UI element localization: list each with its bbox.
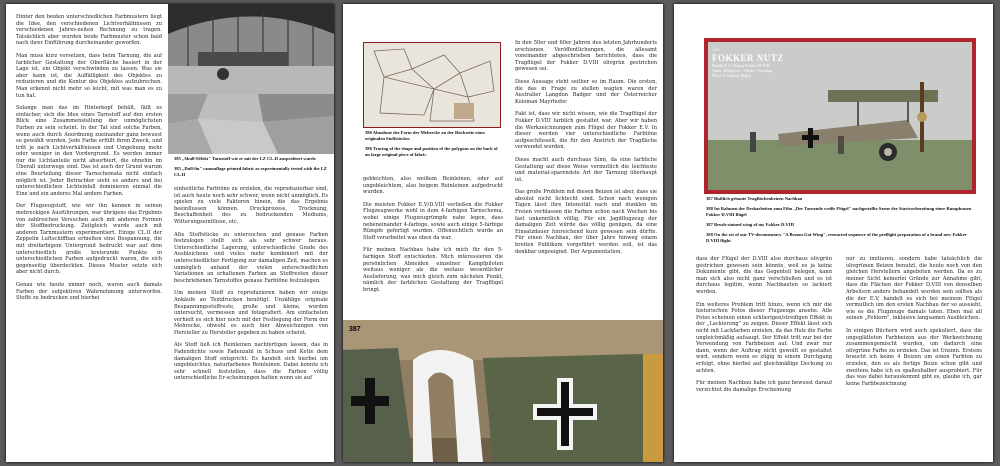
box-byline-2: Photo © Andreas Bögelt <box>712 73 752 78</box>
paragraph: Für meinen Nachbau habe ich mich für den 5-farbigen Stoff entschieden. Mich interessieren die persönlichen Abneiden einzelner Kampfpiloten weitaus weniger als die weitaus wesentlicher Auslieferung, was mich gleich zum nächsten Punkt, nämlich der farblichen Gestaltung der Tragflügel bringt. <box>363 247 503 293</box>
paragraph: Man muss kurz vorsetzen, dass beim Tarnung, die auf farblicher Gestaltung der Oberfläche basiert in der Lage ist, ein Objekt verschwinden zu lassen. Was sie aber kann ist, die Auffälligkeit des Objektes zu reduzieren und die Kontur des Objektes aufzubrechen. Man erkennt nicht mehr so leicht, mit was man es zu tun hat. <box>16 52 162 99</box>
paragraph: Hinter den beiden unterschiedlichen Farbmustern liegt die Idee, den verschiedenen Lichtverhältnissen zu verschiedenen Jahres-zeiten Rechnung zu tragen. Tatsächlich aber wurden beide Farbmuster schon bald nach ihrer Einführung durcheinander geworfen. <box>16 14 162 47</box>
fokker-airplane-photo <box>708 42 972 190</box>
paragraph: nur zu imitieren, sondern habe tatsächlich die olivgrünen Beizen benutzt, die heute noch von den gleichen Herstellern angeboten werden. Da es zu meiner Sicht keinerlei Gründe zur Annahme gibt, dass die Flächen der Fokker D.VIII von denselben Arbeitern anders behandelt worden sein sollten als die der E.V, handelt es sich bei meinem Flügel vermutlich um den ersten Nachbau der so aussieht, wie es die Flugzeuge damals taten. Eben mal all seinen „Fehlern", inklusive langsamen Ausbleichen. <box>846 256 982 322</box>
paragraph: einheitliche Farbtöne zu erzielen, die reproduzierbar sind, ist auch heute noch sehr schwer, wenn nicht unmöglich. Es spielen zu viele Faktoren hinein, die das Ergebnis beeinflussen können. Druckprozess, Trocknung, Beschaffenheit des zu bedruckenden Mediums, Witterungseinflüsse, etc. <box>174 186 328 225</box>
page3-column-1 <box>696 256 832 456</box>
box-title: FOKKER NUTZ <box>712 53 784 63</box>
page1-caption <box>174 156 330 186</box>
page-left <box>6 4 334 462</box>
caption-en: 386 Tracing of the shape and position of the polygons on the back of an large original piece of fabric <box>365 146 498 157</box>
paragraph: Ein weiteres Problem tritt hinzu, wenn ich mir die historischen Fotos dieser Flugzeuge ansehe. Alle Fotos scheinen einen schlierigen/streifigen Effekt in der „Lackierung" zu zeigen. Dieser Effekt lässt sich nicht mit Lackfarben erzielen, da das Holz die Farbe ungleichmäßig aufsaugt. Der Effekt tritt nur bei der Verwendung von Farbbeizen auf. Und zwar nur dann, wenn der Auftrag nicht gewollt so gestaltet wird, sondern wenn es zügig in einem Durchgang erfolgt, ohne hierbei auf gleichmäßige Deckung zu achten. <box>696 301 832 374</box>
page1-column-2 <box>174 186 328 456</box>
paragraph: Fakt ist, dass wir nicht wissen, wie die Tragflügel der Fokker D.VIII farblich gestaltet war. Aber wir haben die Werkzeichnungen zum Flügel der Fokker E.V. In dieser werden vier unterschiedliche Farbtöne aufgeschlüsselt, die für den Anstrich der Tragfläche verwendet wurden. <box>515 111 657 151</box>
paragraph: Als Stoff ließ ich Reinleinen nachfertigen lassen, das in Fadendichte sowie Fadenzahl in Schuss und Kette dem damaligen Stoff entspricht. Es handelt sich hierbei um ungebleichtes, naturfarbenes Reinleinen. Dabei konnte ich sehr schnell feststellen, dass die Farben völlig unterschiedliche Er-scheinungen hatten wenn sie auf <box>174 342 328 382</box>
paragraph: Diese macht auch durchaus Sinn, da eine farbliche Gestaltung auf diese Weise vermutlich die leichteste und material-sparendste Art der Tarnung überhaupt ist. <box>515 156 657 183</box>
caption: 387 Brush-stained wing of my Fokker D.VIII <box>706 222 795 227</box>
page-right <box>674 4 993 462</box>
paragraph: Diese Aussage steht seither so im Raum. Die ersten, die das in Frage zu stellen wagten waren der Australier Langdon Badger und der Österreicher Koloman Mayrhofer. <box>515 78 657 105</box>
caption-en: 385 „Dull-lin" camouflage printed fabric as experimentally tested with the LZ CL.II <box>174 166 327 177</box>
caption-de: 386 Abnahme der Form der Mehrecke an der Rückseite eines originalen Stoffstückes <box>365 130 485 141</box>
paragraph: Das große Problem mit diesen Beizen ist aber, dass sie absolut nicht lichtecht sind. Schon nach wenigen Tagen lässt ihre Intensität nach und dunklen im Freien verblassen die Farben schon nach Wochen bis fast unkenntlich völlig. Für ein Jagdflugzeug der damaligen Zeit würde das völlig genügen, da eine Einsatzdauer hinreichend kurz gewesen sein dürfte. Für einen Nachbau, der über Jahre hinweg einem breiten Publikum vorgeführt werden soll, ist das denkbar ungeeignet. Der Argumentation, <box>515 189 657 255</box>
page2-column-1 <box>363 176 503 316</box>
caption-de: 385 „Skull-Effekt" Tarnstoff wie er mit der LZ CL.II ausprobiert wurde <box>174 156 316 161</box>
page-middle <box>343 4 663 462</box>
figure-number: 387 <box>349 326 361 333</box>
paragraph: Genau wie heute immer noch, waren auch damals Farben der subjektiven Wahrnehmung unterworfen. Stoffe zu bedrucken und hierbei <box>16 281 162 302</box>
paragraph: Die meisten Fokker E.V/D.VIII verließen die Fokker Flugzeugwerke wohl in dem 4-farbigen Tarnschema, wobei einige Flugzeugrümpfe nahe legen, dass nebeneinander 4-farbige, sowie auch einige 5-farbige Rümpfe gefertigt wurden. Offensichtlich wurde an Stoff verarbeitet was eben da war. <box>363 201 503 241</box>
paragraph: In einigen Büchern wird auch spekuliert, dass die ungeglätteten Farbbeizen aus der Werkzeichnung zusammengemischt wurden, um dadurch eine olivgrüne Farbe zu erzielen. Das ist Unsinn. Erstens braucht ich keine 4 Beizen um einen Farbton zu erzielen, den es als fertige Beize schon gibt und zweitens habe ich es spaßeshalber ausprobiert. Für das was dabei herauskommt gibt es, glaube ich, gar keine Farbbezeichnung <box>846 327 982 387</box>
box-subtitle: Replik E.V / Repro Fokker D.VIII <box>712 63 770 68</box>
paragraph: Alte Stoffstücke zu untersuchen und genaue Farben festzulegen stellt sich als sehr schwer heraus. Unterschiedliche Lagerung, unterschiedliche Grade des Ausbleichens und vieles mehr kombiniert mit der unterschiedlicher Fertigung zur damaligen Zeit, machen es unmöglich anhand der vielen unterschiedlichen Variationen an erhaltenen Farben an Stoffresten dieser beschriebenen Tarnstoffes genaue Farbtöne festzulegen. <box>174 231 328 284</box>
fokker-photo-frame <box>704 38 976 194</box>
paragraph: In den 50er und 60er Jahren des letzten Jahrhunderts erschienen Veröffentlichungen, die allesamt voneinander abgeschrieben berichteten, dass die Tragflügel der Fokker D.VIII olivgrün gestrichen gewesen sei. <box>515 40 657 73</box>
wing-panels-photo <box>343 320 663 462</box>
paragraph: Um meinen Stoff zu reproduzieren haben wir einige Ankäufe an Textdrucken benötigt. Unzählige originale Bespannungsstoffreste, große und kleine, wurden untersucht, vermessen und fotografiert. Am einfachsten verhielt es sich hier noch mit der Festlegung der Form der Mehrecke, obwohl es auch hier Abweichungen von Hersteller zu Hersteller gegeben zu haben scheint. <box>174 290 328 336</box>
box-title-small: The <box>712 48 720 53</box>
page1-column-1 <box>16 14 162 454</box>
caption: 388 On the set of our TV-documentary "A Broom Got Wing", reenacted sequence of the preflight preparation of a brand new Fokker D.VIII flight <box>706 232 967 243</box>
page2-column-2 <box>515 40 657 318</box>
caption: 388 Im Rahmen der Dreharbeiten zum Film „Der Tarnende weiße Flügel" nachgestellte Szene der Startvorbereitung einer Rumpfnasen Fokker D.VIII flügel <box>706 206 972 217</box>
paragraph: Der Flugzeugstoff, wie wir ihn kennen in seinen mehreckigen Ausführungen, war übrigens das Ergebnis von zahlreichen Versuchen auch mit anderen Formen der Stoffbedruckung. Zeitgleich wurde auch mit anderen Tarnmustern experimentiert. Einige CL.II der Zeppelin Luftschiffbau erhielten eine Bespannung, die mit dreifarbigem Untergrund bedruckt war auf dem unterschiedlich große kreisrunde Punkte in unterschiedlichen Farben aufgedruckt waren, die sich gegenseitig überdeckten. Dieses Muster setzte sich aber nicht durch. <box>16 203 162 276</box>
paragraph: Solange man das im Hinterkopf behält, fällt es einfacher, sich die Idee eines Tarnstoff auf den ersten Blick eine Zusammenstellung der unmöglichsten Farben zu sein scheint. In der Tat sind solche Farben, wenn auch durch Anordnung zueinander ganz bewusst so gewählt wurden. Jede Farbe erfüllt ihren Zweck, und tritt je nach Lichtverhältnissen und Umgebung mehr oder weniger in den Vordergrund. Es werden immer nur die Lichtanteile nicht absorbiert, die ohnehin im Überall unterwegs sind. Das ist auch der Grund warum eine Beurteilung dieser Tarnschemata nicht einfach möglich ist. Jeder Betrachter sieht es anders und bei unterschiedlichen Lichteinfall dominieren einmal die Eine und ein anderes Mal andere Farben. <box>16 105 162 197</box>
page3-captions <box>706 196 976 250</box>
title-box <box>712 48 806 78</box>
box-byline-1: Autor: Hölzigeist · Altfeld · Germany <box>712 68 773 73</box>
fabric-photo <box>168 94 334 154</box>
caption: 387 Bisßlich gebaute Tragflächenbeizen Nachbau <box>706 196 803 201</box>
hangar-photo <box>168 4 334 94</box>
page2-caption <box>365 130 503 164</box>
paragraph: dass der Flügel der D.VIII also durchaus olivgrün gestrichen gewesen sein könnte, weil es ja keine Dokumente gibt, die das Gegenteil belegen, kann man sich also nicht ganz verschließen und es ist durchaus legitim, wenn Nachbauten so lackiert werden. <box>696 256 832 295</box>
page3-column-2 <box>846 256 982 456</box>
paragraph: Für meinen Nachbau habe ich ganz bewusst darauf verzichtet die damalige Erscheinung <box>696 380 832 393</box>
paragraph: gebleichten, also weißem Reinleinen, oder auf ungebleichtem, also beigem Reinleinen aufgedruckt wurden. <box>363 176 503 196</box>
fabric-tracing-photo <box>363 42 501 128</box>
